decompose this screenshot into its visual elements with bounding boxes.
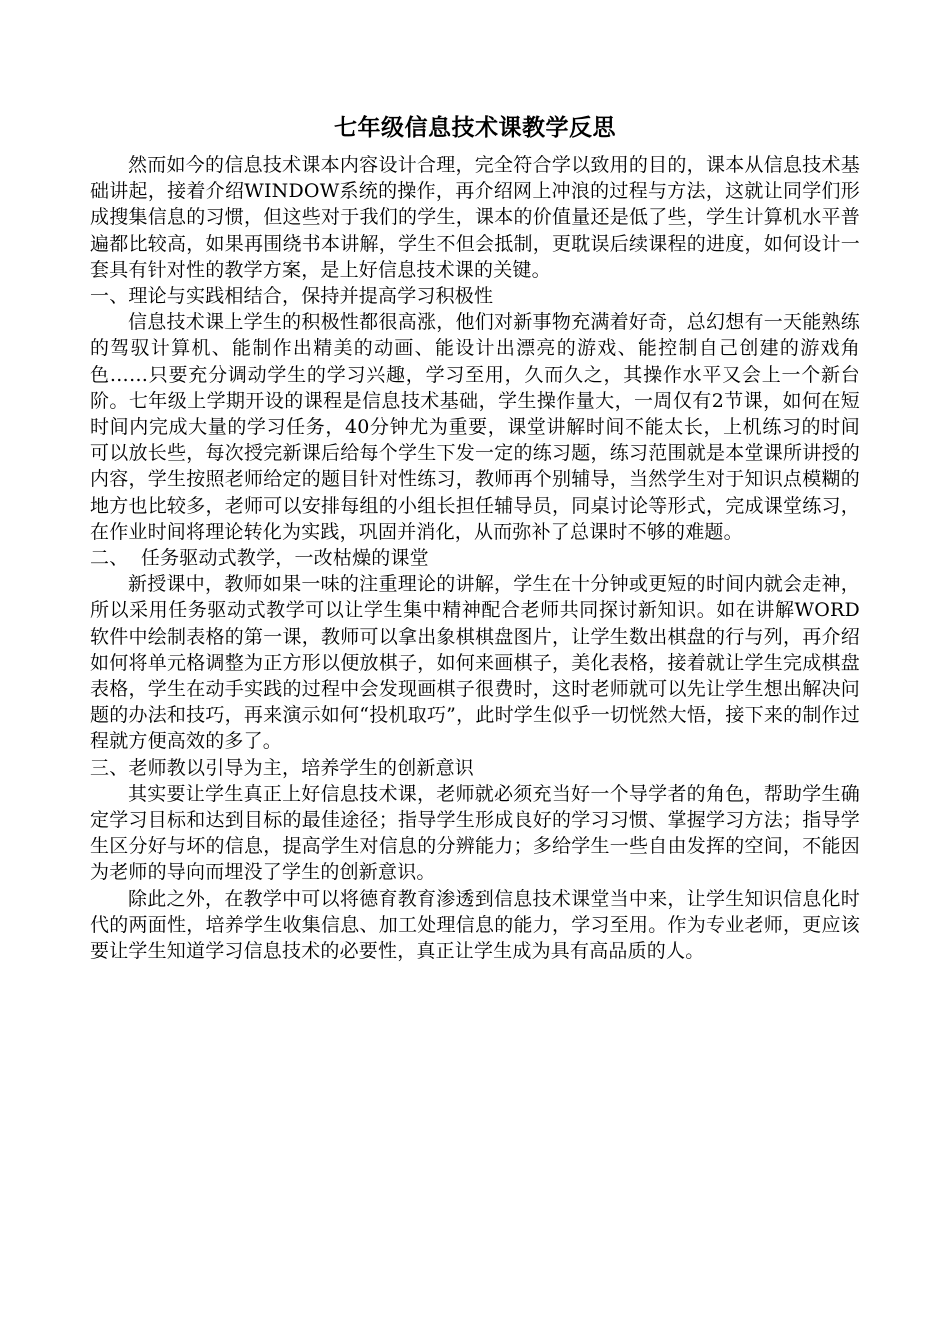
section-1-paragraph-1: 信息技术课上学生的积极性都很高涨，他们对新事物充满着好奇，总幻想有一天能熟练的驾驭计算机、能制作出精美的动画、能设计出漂亮的游戏、能控制自己创建的游戏角色……只要充分调动学生的学习兴趣，学习至用，久而久之，其操作水平又会上一个新台阶。七年级上学期开设的课程是信息技术基础，学生操作量大，一周仅有2节课，如何在短时间内完成大量的学习任务，40分钟尤为重要，课堂讲解时间不能太长，上机练习的时间可以放长些，每次授完新课后给每个学生下发一定的练习题，练习范围就是本堂课所讲授的内容，学生按照老师给定的题目针对性练习，教师再个别辅导，当然学生对于知识点模糊的地方也比较多，老师可以安排每组的小组长担任辅导员，同桌讨论等形式，完成课堂练习，在作业时间将理论转化为实践，巩固并消化，从而弥补了总课时不够的难题。 [90, 311, 860, 543]
section-2-paragraph-1: 新授课中，教师如果一味的注重理论的讲解，学生在十分钟或更短的时间内就会走神，所以采用任务驱动式教学可以让学生集中精神配合老师共同探讨新知识。如在讲解WORD软件中绘制表格的第一课，教师可以拿出象棋棋盘图片，让学生数出棋盘的行与列，再介绍如何将单元格调整为正方形以便放棋子，如何来画棋子，美化表格，接着就让学生完成棋盘表格，学生在动手实践的过程中会发现画棋子很费时，这时老师就可以先让学生想出解决问题的办法和技巧，再来演示如何“投机取巧”，此时学生似乎一切恍然大悟，接下来的制作过程就方便高效的多了。 [90, 573, 860, 753]
section-3-paragraph-1: 其实要让学生真正上好信息技术课，老师就必须充当好一个导学者的角色，帮助学生确定学习目标和达到目标的最佳途径；指导学生形成良好的学习习惯、掌握学习方法；指导学生区分好与坏的信息，提高学生对信息的分辨能力；多给学生一些自由发挥的空间，不能因为老师的导向而埋没了学生的创新意识。 [90, 782, 860, 884]
document-title: 七年级信息技术课教学反思 [334, 114, 616, 141]
document-body [90, 108, 860, 964]
section-heading-1: 一、理论与实践相结合，保持并提高学习积极性 [90, 285, 494, 308]
section-heading-2: 二、 任务驱动式教学，一改枯燥的课堂 [90, 547, 429, 570]
intro-paragraph: 然而如今的信息技术课本内容设计合理，完全符合学以致用的目的，课本从信息技术基础讲起，接着介绍WINDOW系统的操作，再介绍网上冲浪的过程与方法，这就让同学们形成搜集信息的习惯，但这些对于我们的学生，课本的价值量还是低了些，学生计算机水平普遍都比较高，如果再围绕书本讲解，学生不但会抵制，更耽误后续课程的进度，如何设计一套具有针对性的教学方案，是上好信息技术课的关键。 [90, 154, 860, 281]
section-3-paragraph-2: 除此之外，在教学中可以将德育教育渗透到信息技术课堂当中来，让学生知识信息化时代的两面性，培养学生收集信息、加工处理信息的能力，学习至用。作为专业老师，更应该要让学生知道学习信息技术的必要性，真正让学生成为具有高品质的人。 [90, 887, 860, 963]
section-heading-3: 三、老师教以引导为主，培养学生的创新意识 [90, 756, 475, 779]
